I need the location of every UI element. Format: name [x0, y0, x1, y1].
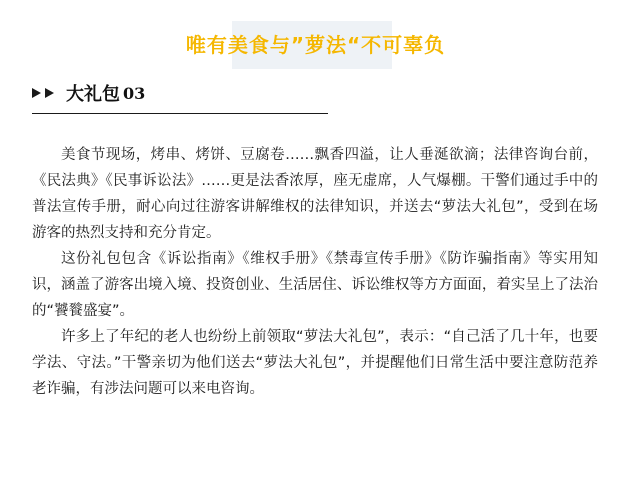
section-number: 03: [123, 83, 146, 103]
section-name: 大礼包: [66, 84, 120, 105]
section-head-row: [32, 80, 328, 106]
paragraph: 这份礼包包含《诉讼指南》《维权手册》《禁毒宣传手册》《防诈骗指南》等实用知识，涵盖了游客出境入境、投资创业、生活居住、诉讼维权等方方面面，着实呈上了法治的“饕餮盛宴”。: [32, 251, 598, 319]
article-body: [32, 142, 598, 402]
section-underline: [32, 113, 328, 114]
triangle-right-icon: [45, 88, 54, 98]
article-title-area: [0, 25, 631, 65]
section-header: [32, 80, 328, 114]
triangle-right-icon: [32, 88, 41, 98]
paragraph: 许多上了年纪的老人也纷纷上前领取“萝法大礼包”，表示：“自己活了几十年，也要学法、守法。”干警亲切为他们送去“萝法大礼包”，并提醒他们日常生活中要注意防范养老诈骗，有涉法问题可以来电咨询。: [32, 329, 598, 397]
article-title: 唯有美食与”萝法“不可辜负: [185, 33, 446, 57]
paragraph: 美食节现场，烤串、烤饼、豆腐卷……飘香四溢，让人垂涎欲滴；法律咨询台前，《民法典》《民事诉讼法》……更是法香浓厚，座无虚席，人气爆棚。干警们通过手中的普法宣传手册，耐心向过往游客讲解维权的法律知识，并送去“萝法大礼包”，受到在场游客的热烈支持和充分肯定。: [32, 147, 598, 241]
